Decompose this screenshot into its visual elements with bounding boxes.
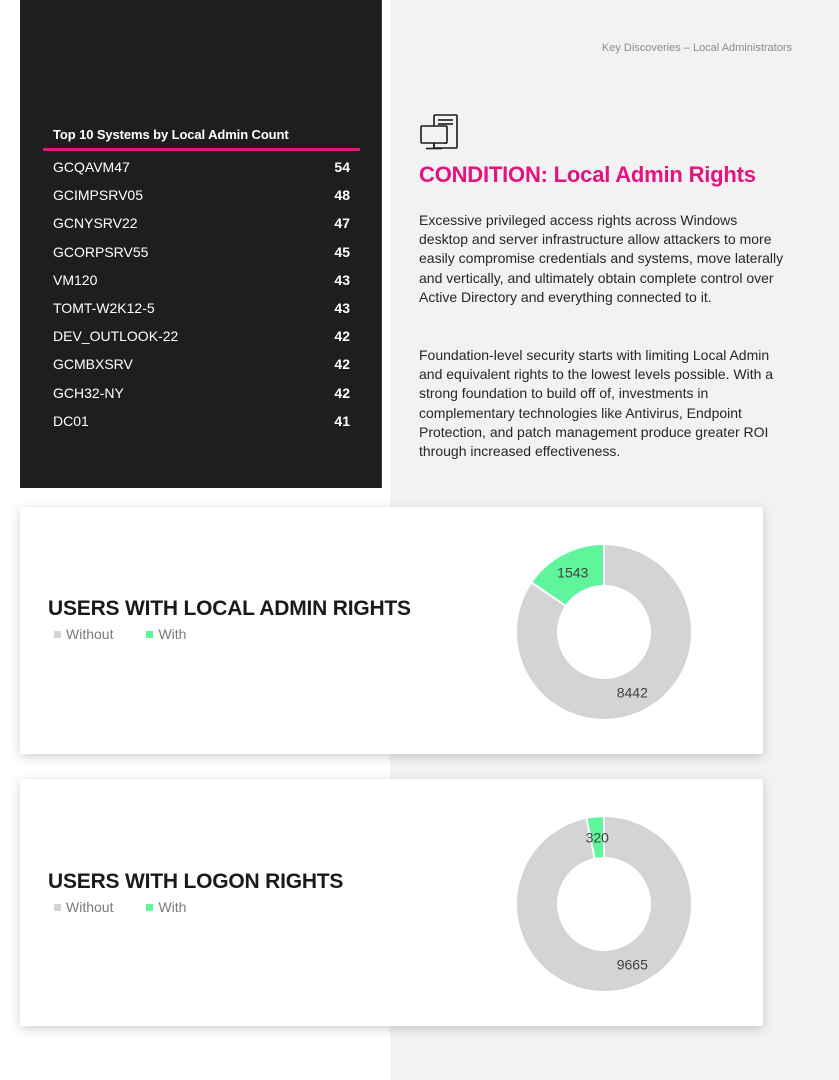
legend-swatch-without [54,631,61,638]
local-admin-donut-chart [514,542,694,722]
system-name: GCIMPSRV05 [53,187,143,204]
top-systems-row [53,181,350,209]
legend-item-without [54,899,113,915]
chart-legend [54,626,219,642]
legend-label-with: With [158,899,187,915]
chart-legend [54,899,219,915]
top-systems-divider [43,148,360,151]
legend-swatch-without [54,904,61,911]
top-systems-title: Top 10 Systems by Local Admin Count [53,127,289,142]
top-systems-row [53,350,350,378]
system-name: TOMT-W2K12-5 [53,299,155,316]
system-name: GCNYSRV22 [53,215,138,232]
donut-label-with: 320 [585,829,609,846]
top-systems-row [53,153,350,181]
system-admin-count: 47 [334,215,350,232]
top-systems-row [53,238,350,266]
donut-label-without: 9665 [616,956,648,973]
logon-rights-donut-chart [514,814,694,994]
donut-label-with: 1543 [557,564,589,581]
system-name: GCH32-NY [53,384,124,401]
top-systems-row [53,294,350,322]
top-systems-row [53,266,350,294]
top-systems-row [53,379,350,407]
condition-paragraph-2: Foundation-level security starts with limiting Local Admin and equivalent rights to the lowest levels possible. With a strong foundation to build off of, investments in complementary technologies like Antivirus, Endpoint Protection, and patch management produce greater ROI through increased effectiveness. [419,347,774,460]
legend-item-with [146,899,186,915]
top-systems-row [53,322,350,350]
page-header-breadcrumb: Key Discoveries – Local Administrators [601,42,792,54]
condition-paragraph-1: Excessive privileged access rights across Windows desktop and server infrastructure allow attackers to more easily compromise credentials and systems, move laterally and vertically, and ultimately obtain complete control over Active Directory and everything connected to it. [419,212,784,305]
system-admin-count: 42 [334,328,350,345]
system-admin-count: 45 [334,243,350,260]
legend-label-without: Without [66,626,114,642]
system-name: DC01 [53,412,89,429]
chart-title: USERS WITH LOGON RIGHTS [48,870,344,893]
system-admin-count: 43 [334,271,350,288]
condition-title: CONDITION: Local Admin Rights [419,162,756,187]
system-admin-count: 41 [334,412,350,429]
top-systems-panel [20,0,382,488]
system-name: GCMBXSRV [53,356,133,373]
logon-rights-card [20,779,763,1026]
legend-item-with [146,626,186,642]
system-name: GCQAVM47 [53,159,130,175]
system-name: DEV_OUTLOOK-22 [53,328,179,345]
chart-title: USERS WITH LOCAL ADMIN RIGHTS [48,597,411,620]
legend-swatch-with [146,631,153,638]
legend-swatch-with [146,904,153,911]
top-systems-list [53,153,350,435]
donut-label-without: 8442 [616,684,648,701]
top-systems-row [53,209,350,237]
system-admin-count: 42 [334,384,350,401]
system-name: GCORPSRV55 [53,243,149,260]
legend-item-without [54,626,113,642]
system-admin-count: 48 [334,187,350,204]
local-admin-rights-card [20,507,763,754]
monitor-icon [420,114,460,152]
legend-label-without: Without [66,899,114,915]
system-admin-count: 54 [334,159,350,175]
system-name: VM120 [53,271,98,288]
top-systems-row [53,407,350,435]
legend-label-with: With [158,626,187,642]
system-admin-count: 43 [334,299,350,316]
system-admin-count: 42 [334,356,350,373]
